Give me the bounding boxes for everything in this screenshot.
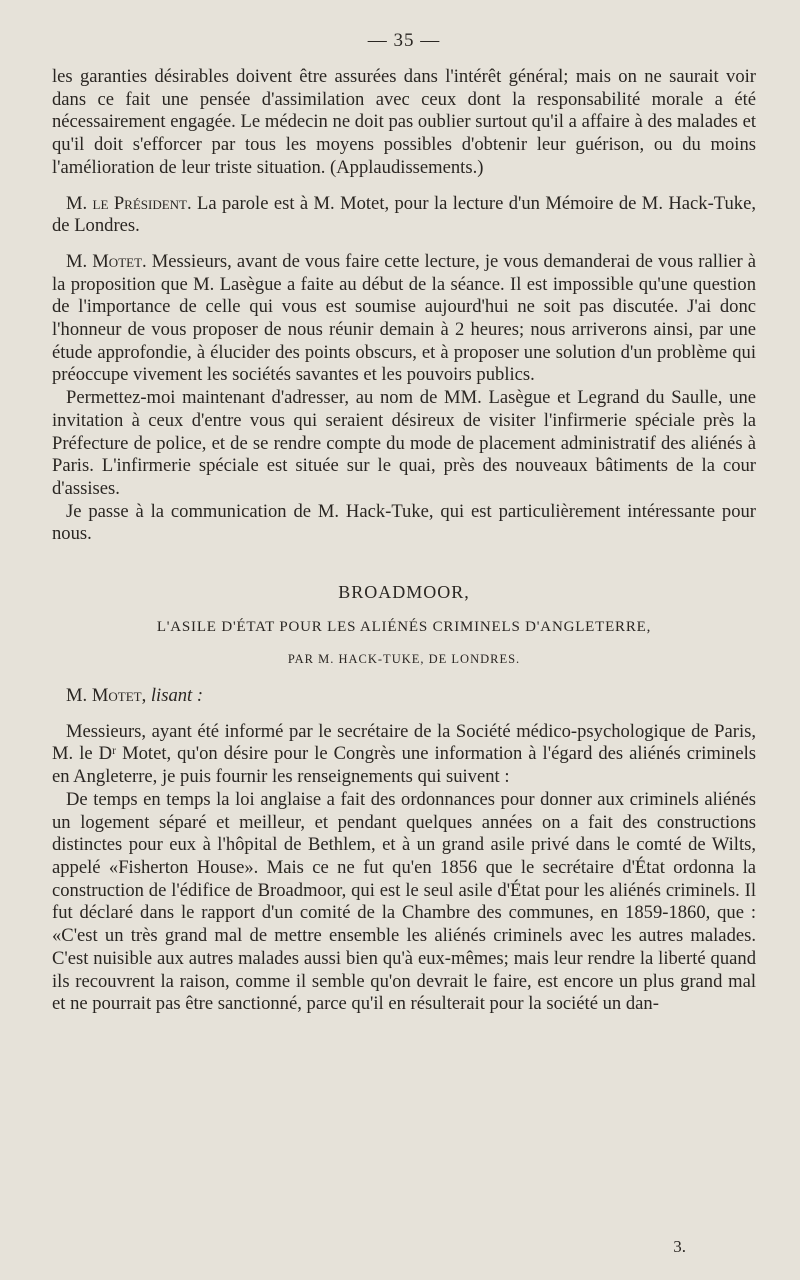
paragraph: Permettez-moi maintenant d'adresser, au nom de MM. Lasègue et Legrand du Saulle, une invitation à ceux d'entre vous qui seraient désireux de visiter l'infirmerie spéciale près la Préfecture de police, et de se rendre compte du mode de placement administratif des aliénés à Paris. L'infirmerie spéciale est située sur le quai, près des nouveaux bâtiments de la cour d'assises.: [52, 387, 756, 499]
paragraph: De temps en temps la loi anglaise a fait des ordonnances pour donner aux criminels aliénés un logement séparé et meilleur, et pendant quelques années on a fait des constructions distinctes pour eux à l'hôpital de Bethlem, et à un grand asile privé dans le comté de Wilts, appelé «Fisherton House». Mais ce ne fut qu'en 1856 que le secrétaire d'État ordonna la construction de l'édifice de Broadmoor, qui est le seul asile d'État pour les aliénés criminels. Il fut déclaré dans le rapport d'un comité de la Chambre des communes, en 1859-1860, que : «C'est un très grand mal de mettre ensemble les aliénés criminels avec les autres malades. C'est nuisible aux autres malades aussi bien qu'à eux-mêmes; mais leur rendre la liberté quand ils recouvrent la raison, comme il semble qu'on devrait le faire, est encore un plus grand mal et ne pourrait pas être sanctionné, parce qu'il en résulterait pour la société un dan-: [52, 788, 756, 1015]
reader-line: [52, 685, 756, 708]
memoir-subtitle: L'ASILE D'ÉTAT POUR LES ALIÉNÉS CRIMINELS D'ANGLETERRE,: [156, 619, 652, 636]
signature-mark: 3.: [673, 1237, 686, 1256]
speech-text: La parole est à M. Motet, pour la lecture d'un Mémoire de M. Hack-Tuke, de Londres.: [52, 192, 756, 237]
page-number: — 35 —: [367, 30, 441, 51]
paragraph: les garanties désirables doivent être assurées dans l'intérêt général; mais on ne saurait voir dans ce fait une pensée d'assimilation avec ceux dont la responsabilité morale a été nécessairement engagée. Le médecin ne doit pas oublier surtout qu'il a affaire à des malades et qu'il doit s'efforcer par tous les moyens possibles d'obtenir leur guérison, ou du moins l'amélioration de leur triste situation. (Applaudissements.): [52, 66, 756, 178]
speaker-name: M. Motet.: [66, 250, 147, 272]
memoir-author: PAR M. HACK-TUKE, DE LONDRES.: [287, 652, 521, 667]
body-text: [52, 66, 756, 1016]
speech-text: Messieurs, avant de vous faire cette lecture, je vous demanderai de vous rallier à la proposition que M. Lasègue a faite au début de la séance. Il est impossible qu'une question de l'importance de celle qui vous est soumise aujourd'hui ne soit pas discutée. J'ai donc l'honneur de vous proposer de nous réunir demain à 2 heures; nous arriverons ainsi, par une étude approfondie, à élucider des points obscurs, et à proposer une solution d'un problème qui préoccupe vivement les sociétés savantes et les pouvoirs publics.: [52, 250, 756, 386]
reader-note: lisant :: [146, 685, 204, 707]
paragraph: Je passe à la communication de M. Hack-Tuke, qui est particulièrement intéressante pour nous.: [52, 500, 756, 545]
paragraph: Messieurs, ayant été informé par le secrétaire de la Société médico-psychologique de Paris, M. le Dʳ Motet, qu'on désire pour le Congrès une information à l'égard des aliénés criminels en Angleterre, je puis fournir les renseignements qui suivent :: [52, 720, 756, 788]
reader-name: M. Motet,: [66, 685, 147, 707]
paragraph-motet: [52, 251, 756, 387]
memoir-title: BROADMOOR,: [338, 582, 470, 603]
paragraph-president: [52, 193, 756, 238]
speaker-name: M. le Président.: [66, 192, 192, 214]
